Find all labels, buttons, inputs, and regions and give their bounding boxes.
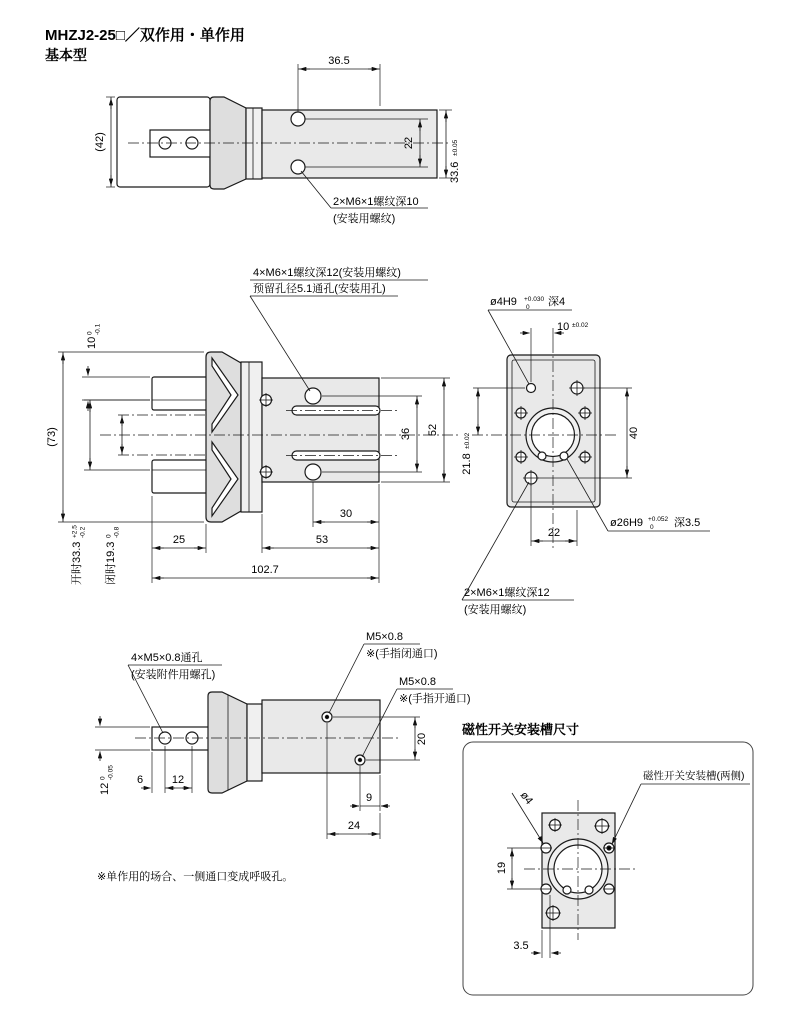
dim-label: 20 <box>416 732 428 746</box>
callout-tolerance: +0.030 <box>524 296 545 303</box>
callout-thread-top <box>301 171 428 225</box>
callout-text: 磁性开关安装槽(两侧) <box>643 770 745 782</box>
page-title: MHZJ2-25□／双作用・单作用 <box>45 27 245 44</box>
snap-ring-lug <box>560 452 568 460</box>
dim-label: 9 <box>365 792 373 804</box>
cover-ring <box>241 362 262 512</box>
switch-panel <box>462 722 753 995</box>
dim-52 <box>381 378 450 482</box>
callout-text: 深3.5 <box>674 517 701 529</box>
header <box>45 26 245 63</box>
callout-tolerance: 0 <box>650 524 654 531</box>
callout-text: (安装用螺纹) <box>333 213 396 225</box>
dim-label: 36 <box>400 427 412 441</box>
dim-30 <box>313 482 379 527</box>
dim-label: 36.5 <box>328 55 350 67</box>
callout-text: ø4H9 <box>490 296 517 308</box>
dim-25 <box>152 496 206 583</box>
dim-102-7 <box>152 564 379 578</box>
dim-label: 30 <box>339 508 353 520</box>
dim-6 <box>137 746 165 793</box>
dim-53 <box>262 484 379 583</box>
dim-tolerance: -0.2 <box>79 526 87 538</box>
footnote: ※单作用的场合、一侧通口变成呼吸孔。 <box>97 871 294 883</box>
callout-text: ø4 <box>517 789 536 807</box>
dim-42 <box>94 97 115 187</box>
dim-label: 6 <box>136 774 144 786</box>
dim-tolerance: ±0.02 <box>572 322 589 329</box>
dim-tolerance: -0.8 <box>113 526 121 538</box>
dim-label: 22 <box>547 527 561 539</box>
dim-label: 53 <box>315 534 329 546</box>
dim-tolerance: 0 <box>99 776 107 780</box>
callout-text: 4×M5×0.8通孔 <box>131 652 203 664</box>
callout-text: 4×M6×1螺纹深12(安装用螺纹) <box>253 267 401 279</box>
callout-text: ※(手指开通口) <box>399 693 471 705</box>
dim-label: 102.7 <box>251 564 279 576</box>
snap-ring-lug <box>538 452 546 460</box>
callout-tolerance: +0.052 <box>648 516 669 523</box>
dim-label: (42) <box>94 132 106 152</box>
dim-label: 19 <box>496 861 508 875</box>
dim-finger-width <box>82 323 150 411</box>
mounting-thread-hole <box>291 160 305 174</box>
dim-label: 10 <box>557 321 570 333</box>
top-view <box>94 55 461 225</box>
dim-tolerance: 0 <box>105 534 113 538</box>
callout-tolerance: 0 <box>526 304 530 311</box>
callout-text: ø26H9 <box>610 517 644 529</box>
callout-text: 2×M6×1螺纹深10 <box>333 196 419 208</box>
callout-text: M5×0.8 <box>399 676 436 688</box>
callout-text: ※(手指闭通口) <box>366 648 438 660</box>
dim-label: 12 <box>171 774 185 786</box>
finger-bottom <box>152 460 208 493</box>
callout-text: M5×0.8 <box>366 631 403 643</box>
dim-label: 12 <box>99 782 111 795</box>
dim-label: 22 <box>403 136 415 150</box>
port-view <box>95 631 471 883</box>
finger-top <box>152 377 208 410</box>
dim-label: 25 <box>172 534 186 546</box>
page-subtitle: 基本型 <box>45 47 87 63</box>
mounting-thread-hole <box>305 388 321 404</box>
dim-label: (73) <box>46 427 58 447</box>
dim-tolerance: -0.05 <box>107 765 115 780</box>
dim-tolerance: ±0.02 <box>464 432 471 449</box>
dim-tolerance: +2.5 <box>71 525 79 538</box>
cover-ring <box>247 704 262 781</box>
dim-33-6 <box>439 110 461 183</box>
callout-text: 预留孔径5.1通孔(安装用孔) <box>253 283 386 295</box>
callout-mounting-holes <box>250 265 428 391</box>
dim-label: 33.6 <box>449 161 461 183</box>
snap-ring-lug <box>563 886 571 894</box>
pin-hole <box>527 384 536 393</box>
dim-label: 开时33.3 <box>71 541 83 585</box>
dim-closed <box>103 415 122 585</box>
port-center <box>325 715 328 718</box>
panel-title: 磁性开关安装槽尺寸 <box>462 722 580 737</box>
dim-label: 52 <box>427 423 439 437</box>
callout-text: 2×M6×1螺纹深12 <box>464 587 550 599</box>
groove-marker <box>607 846 611 850</box>
dust-cover <box>208 692 247 793</box>
cover-ring <box>246 108 262 179</box>
dim-tolerance: 0 <box>86 331 94 335</box>
front-view <box>46 265 460 585</box>
mounting-thread-hole <box>305 464 321 480</box>
dim-label: 10 <box>86 336 98 349</box>
mounting-thread-hole <box>291 112 305 126</box>
dim-label: 3.5 <box>513 940 529 952</box>
dim-label: 21.8 <box>461 453 473 475</box>
callout-text: 深4 <box>548 296 566 308</box>
callout-text: (安装用螺纹) <box>464 604 527 616</box>
dim-label: 24 <box>347 820 361 832</box>
callout-text: (安装附件用螺孔) <box>131 669 216 681</box>
dim-tolerance: -0.1 <box>94 323 102 335</box>
bottom-view <box>461 295 710 616</box>
dim-label: 40 <box>628 426 640 440</box>
dim-36-5 <box>298 55 380 112</box>
snap-ring-lug <box>585 886 593 894</box>
dim-tolerance: ±0.05 <box>452 139 459 156</box>
port-center <box>358 758 361 761</box>
dim-label: 闭时19.3 <box>105 541 117 585</box>
dim-12 <box>165 746 192 793</box>
